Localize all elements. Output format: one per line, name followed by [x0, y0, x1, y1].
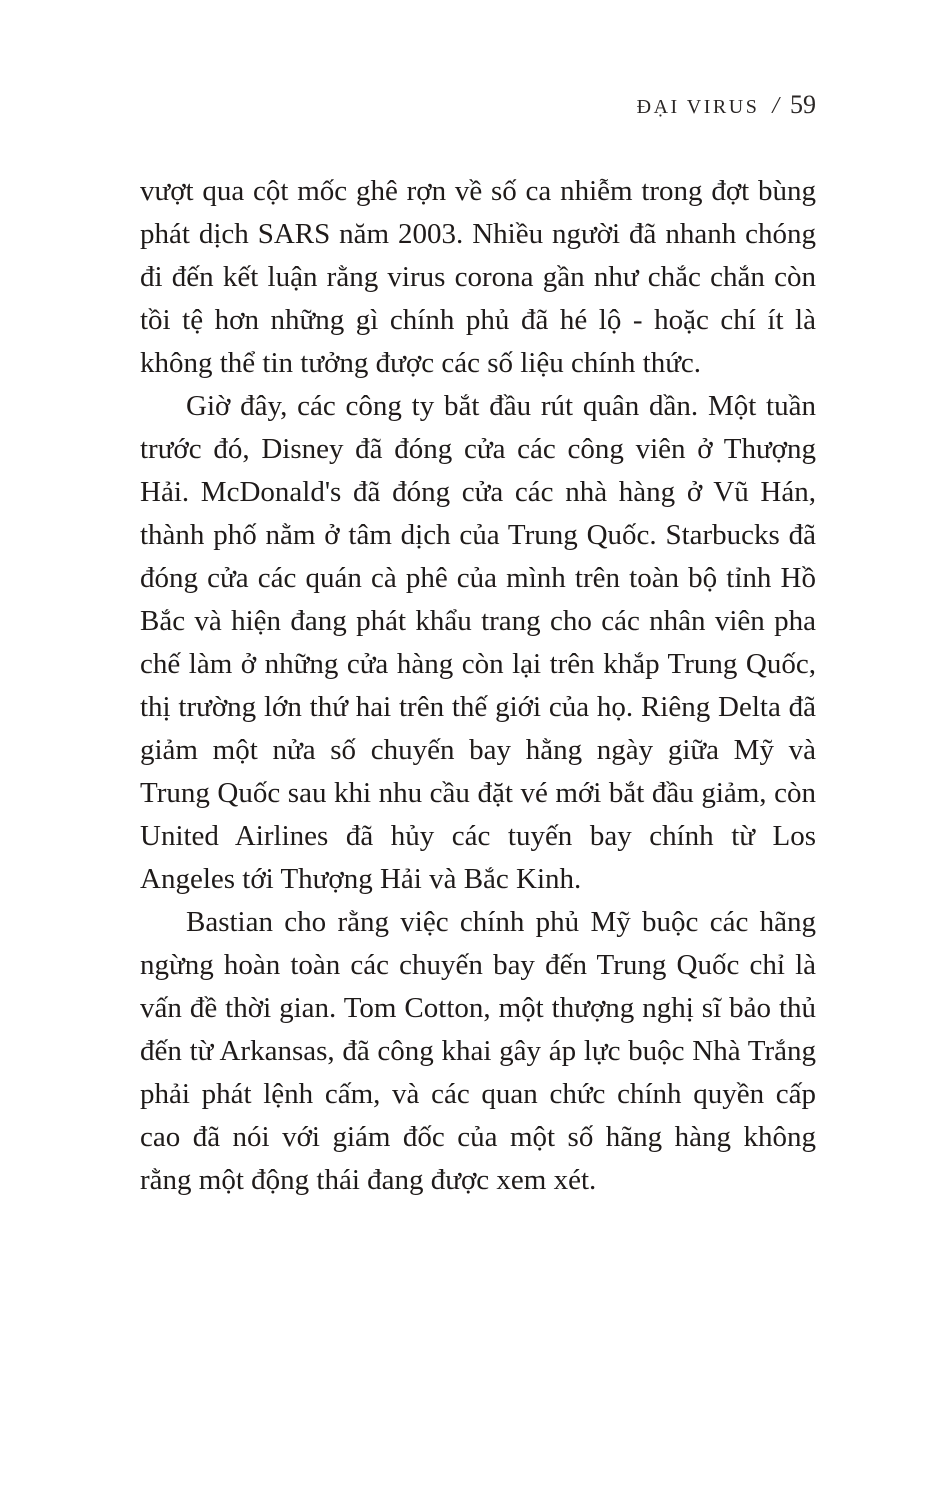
page-header	[140, 90, 816, 120]
page-number: 59	[790, 90, 816, 119]
paragraph: Bastian cho rằng việc chính phủ Mỹ buộc các hãng ngừng hoàn toàn các chuyến bay đến Trung Quốc chỉ là vấn đề thời gian. Tom Cotton, một thượng nghị sĩ bảo thủ đến từ Arkansas, đã công khai gây áp lực buộc Nhà Trắng phải phát lệnh cấm, và các quan chức chính quyền cấp cao đã nói với giám đốc của một số hãng hàng không rằng một động thái đang được xem xét.	[140, 906, 816, 1196]
text-column	[140, 0, 816, 1202]
paragraph: vượt qua cột mốc ghê rợn về số ca nhiễm trong đợt bùng phát dịch SARS năm 2003. Nhiều người đã nhanh chóng đi đến kết luận rằng virus corona gần như chắc chắn còn tồi tệ hơn những gì chính phủ đã hé lộ - hoặc chí ít là không thể tin tưởng được các số liệu chính thức.	[140, 175, 816, 379]
header-separator: /	[772, 93, 779, 119]
paragraph: Giờ đây, các công ty bắt đầu rút quân dần. Một tuần trước đó, Disney đã đóng cửa các công viên ở Thượng Hải. McDonald's đã đóng cửa các nhà hàng ở Vũ Hán, thành phố nằm ở tâm dịch của Trung Quốc. Starbucks đã đóng cửa các quán cà phê của mình trên toàn bộ tỉnh Hồ Bắc và hiện đang phát khẩu trang cho các nhân viên pha chế làm ở những cửa hàng còn lại trên khắp Trung Quốc, thị trường lớn thứ hai trên thế giới của họ. Riêng Delta đã giảm một nửa số chuyến bay hằng ngày giữa Mỹ và Trung Quốc sau khi nhu cầu đặt vé mới bắt đầu giảm, còn United Airlines đã hủy các tuyến bay chính từ Los Angeles tới Thượng Hải và Bắc Kinh.	[140, 390, 816, 895]
page-body	[140, 170, 816, 1202]
running-title: ĐẠI VIRUS	[636, 96, 760, 118]
